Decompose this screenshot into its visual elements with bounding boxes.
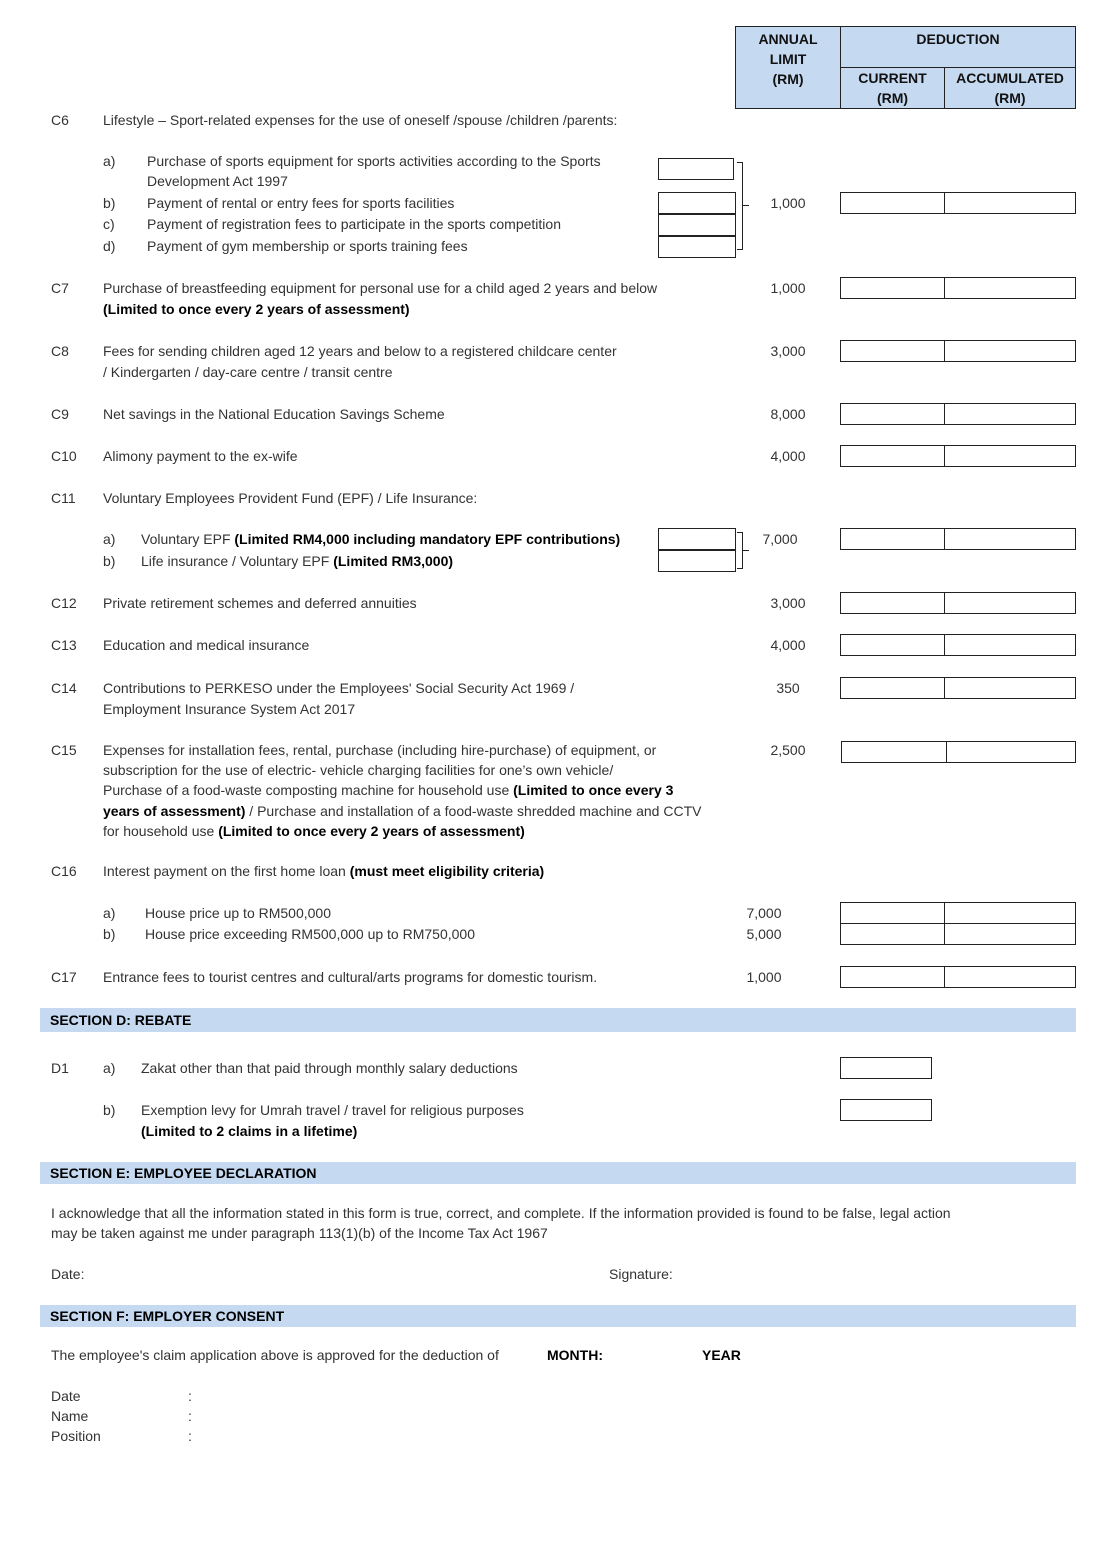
employer-name-colon: : (188, 1408, 192, 1424)
c16-b-accumulated-field[interactable] (944, 923, 1076, 945)
section-d-header: SECTION D: REBATE (40, 1008, 1076, 1032)
c7-limit: 1,000 (770, 280, 806, 296)
c6-b-letter: b) (103, 195, 116, 211)
c11-title: Voluntary Employees Provident Fund (EPF) / Life Insurance: (103, 490, 478, 506)
section-e-header: SECTION E: EMPLOYEE DECLARATION (40, 1162, 1076, 1184)
c6-current-field[interactable] (840, 192, 945, 214)
d1-code: D1 (51, 1060, 69, 1076)
c6-b-text: Payment of rental or entry fees for sports facilities (147, 195, 455, 211)
c16-text: Interest payment on the first home loan (must meet eligibility criteria) (103, 863, 545, 879)
c9-text: Net savings in the National Education Savings Scheme (103, 406, 445, 422)
c11-code: C11 (51, 490, 76, 506)
c16-a-accumulated-field[interactable] (944, 902, 1076, 924)
c13-text: Education and medical insurance (103, 637, 310, 653)
c15-accumulated-field[interactable] (946, 741, 1076, 763)
employer-date-label: Date (51, 1388, 81, 1404)
c6-c-letter: c) (103, 216, 115, 232)
c12-accumulated-field[interactable] (944, 592, 1076, 614)
c6-bracket (737, 162, 743, 250)
c6-a-amount-field[interactable] (658, 158, 734, 180)
c17-current-field[interactable] (840, 966, 945, 988)
c14-limit: 350 (776, 680, 800, 696)
declaration-text: I acknowledge that all the information stated in this form is true, correct, and complete. If the information provided is found to be false, legal action (51, 1205, 951, 1221)
c15-line-3: Purchase of a food-waste composting machine for household use (Limited to once every 3 (103, 782, 674, 798)
c16-a-current-field[interactable] (840, 902, 945, 924)
c6-a-text: Purchase of sports equipment for sports activities according to the Sports (147, 153, 601, 169)
consent-text: The employee's claim application above is approved for the deduction of (51, 1347, 499, 1363)
c11-current-field[interactable] (840, 528, 945, 550)
c6-title: Lifestyle – Sport-related expenses for the use of oneself /spouse /children /parents: (103, 112, 618, 128)
c12-current-field[interactable] (840, 592, 945, 614)
c11-b-text: Life insurance / Voluntary EPF (Limited RM3,000) (141, 553, 454, 569)
c15-line-1: Expenses for installation fees, rental, purchase (including hire-purchase) of equipment, or (103, 742, 657, 758)
c10-limit: 4,000 (770, 448, 806, 464)
declaration-text-2: may be taken against me under paragraph 113(1)(b) of the Income Tax Act 1967 (51, 1225, 548, 1241)
employee-date-label: Date: (51, 1266, 85, 1282)
c6-a-text-2: Development Act 1997 (147, 173, 288, 189)
accumulated-header: ACCUMULATED (RM) (944, 67, 1076, 109)
c6-c-text: Payment of registration fees to participate in the sports competition (147, 216, 561, 232)
employer-position-colon: : (188, 1428, 192, 1444)
c11-a-amount-field[interactable] (658, 528, 736, 550)
c8-current-field[interactable] (840, 340, 945, 362)
c15-code: C15 (51, 742, 77, 758)
c16-a-letter: a) (103, 905, 116, 921)
c14-text: Contributions to PERKESO under the Employees' Social Security Act 1969 / (103, 680, 575, 696)
c7-accumulated-field[interactable] (944, 277, 1076, 299)
c12-limit: 3,000 (770, 595, 806, 611)
c15-current-field[interactable] (841, 741, 947, 763)
c15-limit: 2,500 (770, 742, 806, 758)
d1-b-amount-field[interactable] (840, 1099, 932, 1121)
c13-accumulated-field[interactable] (944, 634, 1076, 656)
c8-accumulated-field[interactable] (944, 340, 1076, 362)
c6-bracket-tick (743, 205, 749, 206)
c16-b-current-field[interactable] (840, 923, 945, 945)
c15-line-2: subscription for the use of electric- vehicle charging facilities for one’s own vehicle/ (103, 762, 614, 778)
c10-text: Alimony payment to the ex-wife (103, 448, 298, 464)
c10-code: C10 (51, 448, 77, 464)
c16-b-text: House price exceeding RM500,000 up to RM750,000 (145, 926, 475, 942)
current-header: CURRENT (RM) (840, 67, 945, 109)
section-f-header: SECTION F: EMPLOYER CONSENT (40, 1305, 1076, 1327)
c6-accumulated-field[interactable] (944, 192, 1076, 214)
c12-text: Private retirement schemes and deferred annuities (103, 595, 417, 611)
c11-accumulated-field[interactable] (944, 528, 1076, 550)
c8-text: Fees for sending children aged 12 years and below to a registered childcare center (103, 343, 617, 359)
c6-d-text: Payment of gym membership or sports training fees (147, 238, 468, 254)
c6-code: C6 (51, 112, 69, 128)
d1-b-note: (Limited to 2 claims in a lifetime) (141, 1123, 358, 1139)
c16-a-limit: 7,000 (746, 905, 782, 921)
c17-accumulated-field[interactable] (944, 966, 1076, 988)
d1-a-amount-field[interactable] (840, 1057, 932, 1079)
c8-text-2: / Kindergarten / day-care centre / transit centre (103, 364, 393, 380)
c15-line-4: years of assessment) / Purchase and installation of a food-waste shredded machine and CCTV (103, 803, 702, 819)
c8-limit: 3,000 (770, 343, 806, 359)
c6-d-amount-field[interactable] (658, 236, 736, 258)
c7-note: (Limited to once every 2 years of assessment) (103, 301, 410, 317)
d1-a-letter: a) (103, 1060, 116, 1076)
c12-code: C12 (51, 595, 77, 611)
c11-limit: 7,000 (762, 531, 798, 547)
c11-a-text: Voluntary EPF (Limited RM4,000 including mandatory EPF contributions) (141, 531, 621, 547)
c16-note: (must meet eligibility criteria) (349, 863, 545, 879)
c14-code: C14 (51, 680, 77, 696)
c13-current-field[interactable] (840, 634, 945, 656)
c13-code: C13 (51, 637, 77, 653)
c16-b-letter: b) (103, 926, 116, 942)
c9-limit: 8,000 (770, 406, 806, 422)
employer-position-label: Position (51, 1428, 101, 1444)
c11-b-letter: b) (103, 553, 116, 569)
c6-limit: 1,000 (770, 195, 806, 211)
c16-b-limit: 5,000 (746, 926, 782, 942)
year-label: YEAR (702, 1347, 741, 1363)
employer-name-label: Name (51, 1408, 89, 1424)
c11-a-note: (Limited RM4,000 including mandatory EPF contributions) (234, 531, 621, 547)
c10-accumulated-field[interactable] (944, 445, 1076, 467)
c11-b-amount-field[interactable] (658, 550, 736, 572)
month-label: MONTH: (547, 1347, 603, 1363)
c10-current-field[interactable] (840, 445, 945, 467)
d1-b-letter: b) (103, 1102, 116, 1118)
employer-date-colon: : (188, 1388, 192, 1404)
d1-a-text: Zakat other than that paid through monthly salary deductions (141, 1060, 518, 1076)
d1-b-text: Exemption levy for Umrah travel / travel for religious purposes (141, 1102, 524, 1118)
c11-b-note: (Limited RM3,000) (333, 553, 454, 569)
signature-label: Signature: (609, 1266, 673, 1282)
c9-code: C9 (51, 406, 69, 422)
c7-current-field[interactable] (840, 277, 945, 299)
c14-text-2: Employment Insurance System Act 2017 (103, 701, 356, 717)
c16-code: C16 (51, 863, 77, 879)
c9-current-field[interactable] (840, 403, 945, 425)
c6-a-letter: a) (103, 153, 116, 169)
c6-b-amount-field[interactable] (658, 192, 736, 214)
c14-current-field[interactable] (840, 677, 945, 699)
c15-line-5: for household use (Limited to once every 2 years of assessment) (103, 823, 525, 839)
c11-bracket-tick (743, 550, 749, 551)
c14-accumulated-field[interactable] (944, 677, 1076, 699)
c6-c-amount-field[interactable] (658, 214, 736, 236)
c16-a-text: House price up to RM500,000 (145, 905, 331, 921)
c7-text: Purchase of breastfeeding equipment for personal use for a child aged 2 years and below (103, 280, 658, 296)
c9-accumulated-field[interactable] (944, 403, 1076, 425)
c8-code: C8 (51, 343, 69, 359)
c17-code: C17 (51, 969, 77, 985)
c17-limit: 1,000 (746, 969, 782, 985)
c13-limit: 4,000 (770, 637, 806, 653)
c6-d-letter: d) (103, 238, 116, 254)
c11-a-letter: a) (103, 531, 116, 547)
deduction-header: DEDUCTION (840, 26, 1076, 68)
annual-limit-header: ANNUAL LIMIT (RM) (735, 26, 841, 109)
c7-code: C7 (51, 280, 69, 296)
c17-text: Entrance fees to tourist centres and cultural/arts programs for domestic tourism. (103, 969, 598, 985)
